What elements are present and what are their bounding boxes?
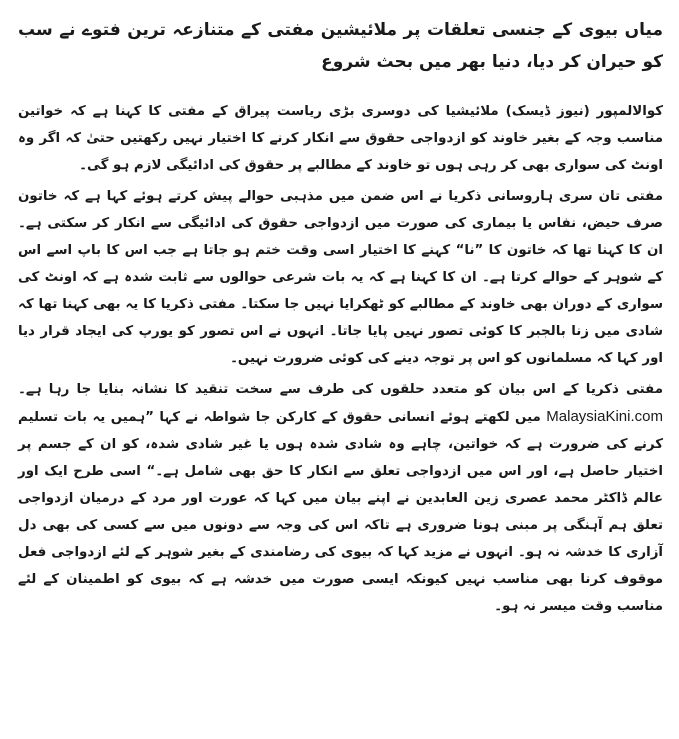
paragraph-criticism (18, 376, 663, 620)
source-name: MalaysiaKini.com (546, 408, 663, 425)
paragraph-intro: کوالالمپور (نیوز ڈیسک) ملائیشیا کی دوسری بڑی ریاست پیراق کے مفتی کا کہنا ہے کہ خواتین مناسب وجہ کے بغیر خاوند کو ازدواجی حقوق سے انکار کرنے کا اختیار نہیں رکھتیں حتیٰ کہ اگر وہ اونٹ کی سواری بھی کر رہی ہوں تو خاوند کے مطالبے پر حقوق کی ادائیگی لازم ہو گی۔ (18, 104, 663, 173)
article-headline: میاں بیوی کے جنسی تعلقات پر ملائیشین مفتی کے متنازعہ ترین فتوے نے سب کو حیران کر دیا، دنیا بھر میں بحث شروع (18, 20, 663, 72)
criticism-text-start: مفتی ذکریا کے اس بیان کو متعدد حلقوں کی طرف سے سخت تنقید کا نشانہ بنایا جا رہا ہے۔ (18, 382, 663, 397)
criticism-text-end: میں لکھتے ہوئے انسانی حقوق کے کارکن جا شواطہ نے کہا ”ہمیں یہ بات تسلیم کرنے کی ضرورت ہے کہ خواتین، چاہے وہ شادی شدہ ہوں یا غیر شادی شدہ، کو ان کے جسم پر اختیار حاصل ہے، اور اس میں ازدواجی تعلق سے انکار کا حق بھی شامل ہے۔“ اسی طرح ایک اور عالم ڈاکٹر محمد عصری زین العابدین نے اپنے بیان میں کہا کہ عورت اور مرد کے درمیان ازدواجی تعلق ہم آہنگی پر مبنی ہونا ضروری ہے تاکہ اس کی وجہ سے دونوں میں سے کسی کی بھی دل آزاری کا خدشہ نہ ہو۔ انہوں نے مزید کہا کہ بیوی کی رضامندی کے بغیر شوہر کے لئے ازدواجی فعل موقوف کرنا بھی مناسب نہیں کیونکہ ایسی صورت میں خدشہ ہے کہ بیوی کو اطمینان کے لئے مناسب وقت میسر نہ ہو۔ (18, 410, 663, 614)
paragraph-mufti-statement: مفتی تان سری ہاروسانی ذکریا نے اس ضمن میں مذہبی حوالے پیش کرتے ہوئے کہا ہے کہ خاتون صرف حیض، نفاس یا بیماری کی صورت میں ازدواجی حقوق کی ادائیگی سے انکار کر سکتی ہے۔ ان کا کہنا تھا کہ خاتون کا ”نا“ کہنے کا اختیار اسی وقت ختم ہو جاتا ہے جب اس کا باپ اسے اس کے شوہر کے حوالے کرتا ہے۔ ان کا کہنا ہے کہ یہ بات شرعی حوالوں سے ثابت شدہ ہے کہ اونٹ کی سواری کے دوران بھی خاوند کے مطالبے کو ٹھکرایا نہیں جا سکتا۔ مفتی ذکریا کا یہ بھی کہنا تھا کہ شادی میں زنا بالجبر کا کوئی تصور نہیں پایا جاتا۔ انہوں نے اس تصور کو یورپ کی ایجاد قرار دیا اور کہا کہ مسلمانوں کو اس پر توجہ دینے کی کوئی ضرورت نہیں۔ (18, 189, 663, 366)
